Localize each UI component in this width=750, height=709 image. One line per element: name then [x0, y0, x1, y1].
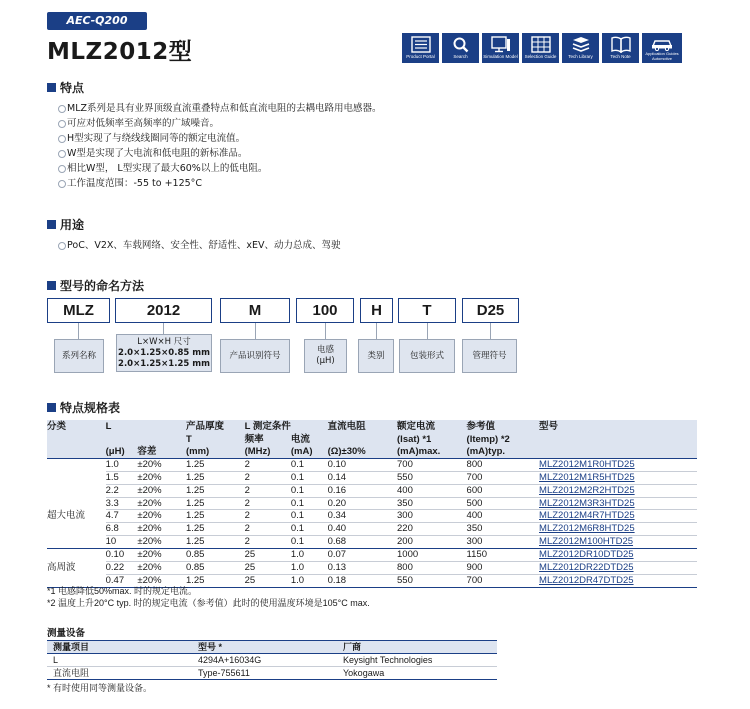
- spec-cell: 10: [106, 536, 138, 549]
- part-number-link[interactable]: MLZ2012DR10DTD25: [539, 549, 634, 561]
- section-marker-icon: [47, 403, 56, 412]
- feature-item: [58, 161, 382, 176]
- spec-row: [47, 471, 697, 484]
- simulation-model-icon: [490, 36, 512, 53]
- spec-header-row: [47, 434, 697, 446]
- spec-header-cell: L: [106, 420, 138, 434]
- selection-guide-label: Selection Guide: [524, 54, 557, 59]
- part-number-cell: [539, 536, 697, 549]
- part-code-size: 2012: [115, 298, 212, 323]
- spec-row: [47, 497, 697, 510]
- section-marker-icon: [47, 220, 56, 229]
- spec-cell: 1.25: [186, 510, 245, 523]
- part-number-cell: [539, 497, 697, 510]
- spec-header-cell: (Isat) *1: [397, 434, 467, 446]
- spec-cell: 1.25: [186, 484, 245, 497]
- spec-cell: 1.0: [291, 574, 328, 587]
- spec-cell: 700: [397, 458, 467, 471]
- spec-cell: 6.8: [106, 523, 138, 536]
- spec-row: [47, 510, 697, 523]
- spec-cell: 400: [467, 510, 539, 523]
- spec-cell: 0.14: [328, 471, 397, 484]
- spec-cell: 0.22: [106, 562, 138, 575]
- spec-cell: 1.25: [186, 497, 245, 510]
- features-heading-text: 特点: [60, 81, 85, 95]
- part-number-link[interactable]: MLZ2012M100HTD25: [539, 536, 634, 548]
- spec-cell: 0.1: [291, 484, 328, 497]
- spec-cell: 400: [397, 484, 467, 497]
- applications-heading: [47, 216, 84, 233]
- spec-heading: [47, 399, 120, 416]
- page-title: MLZ2012型: [47, 39, 193, 65]
- tech-note-label: Tech Note: [610, 54, 631, 59]
- label-inductance: [304, 339, 347, 373]
- measurement-cell: 直流电阻: [47, 667, 192, 680]
- spec-header-cell: (Itemp) *2: [467, 434, 539, 446]
- label-text: 2.0×1.25×0.85 mm: [118, 347, 210, 358]
- spec-cell: 2: [245, 536, 291, 549]
- spec-cell: ±20%: [137, 562, 186, 575]
- spec-header-cell: 额定电流: [397, 420, 467, 434]
- spec-cell: 900: [467, 562, 539, 575]
- spec-header-cell: 频率: [245, 434, 291, 446]
- applications-list: [58, 238, 341, 253]
- tech-library-button[interactable]: [562, 33, 599, 63]
- spec-cell: 0.1: [291, 510, 328, 523]
- spec-cell: 350: [467, 523, 539, 536]
- part-number-cell: [539, 471, 697, 484]
- spec-cell: ±20%: [137, 471, 186, 484]
- spec-header-cell: 电流: [291, 434, 328, 446]
- spec-cell: 1.25: [186, 458, 245, 471]
- category-cell: [47, 549, 106, 562]
- spec-cell: 1.25: [186, 574, 245, 587]
- category-cell: [47, 484, 106, 497]
- part-number-link[interactable]: MLZ2012M3R3HTD25: [539, 497, 635, 509]
- simulation-model-label: Simulation Model: [483, 54, 518, 59]
- spec-cell: ±20%: [137, 523, 186, 536]
- feature-item: [58, 131, 382, 146]
- spec-cell: 2: [245, 510, 291, 523]
- connector-line: [376, 323, 377, 339]
- spec-cell: 0.10: [106, 549, 138, 562]
- spec-cell: 1.0: [291, 549, 328, 562]
- part-number-link[interactable]: MLZ2012M1R0HTD25: [539, 458, 635, 470]
- spec-cell: 600: [467, 484, 539, 497]
- spec-header-cell: 容差: [137, 446, 186, 458]
- spec-row: [47, 536, 697, 549]
- application-text: PoC、V2X、车载网络、安全性、舒适性、xEV、动力总成、驾驶: [67, 240, 341, 251]
- connector-line: [78, 323, 79, 339]
- spec-cell: 350: [397, 497, 467, 510]
- part-code-id: M: [220, 298, 290, 323]
- spec-header-cell: 产品厚度: [186, 420, 245, 434]
- spec-cell: 0.34: [328, 510, 397, 523]
- spec-note: *1 电感降低50%max. 时的规定电流。: [47, 586, 198, 596]
- feature-item: [58, 146, 382, 161]
- part-number-link[interactable]: MLZ2012M4R7HTD25: [539, 510, 635, 522]
- spec-cell: 0.10: [328, 458, 397, 471]
- spec-table-body: [47, 420, 697, 587]
- spec-header-cell: [137, 420, 186, 434]
- measurement-header-cell: 厂商: [337, 641, 497, 654]
- label-size: [116, 334, 212, 372]
- feature-text: 相比W型， L型实现了最大60%以上的低电阻。: [67, 163, 268, 174]
- spec-cell: 2: [245, 484, 291, 497]
- measurement-cell: L: [47, 654, 192, 667]
- measurement-cell: Yokogawa: [337, 667, 497, 680]
- spec-cell: 0.20: [328, 497, 397, 510]
- part-code-control: D25: [462, 298, 519, 323]
- search-button[interactable]: [442, 33, 479, 63]
- category-cell: [47, 536, 106, 549]
- spec-cell: ±20%: [137, 549, 186, 562]
- spec-heading-text: 特点规格表: [60, 401, 121, 415]
- connector-line: [255, 323, 256, 339]
- measurement-header-cell: 测量项目: [47, 641, 192, 654]
- spec-header-cell: [291, 420, 328, 434]
- spec-cell: ±20%: [137, 536, 186, 549]
- spec-header-cell: 直流电阻: [328, 420, 397, 434]
- spec-header-cell: 分类: [47, 420, 106, 434]
- label-text: 产品识别符号: [229, 350, 281, 361]
- bullet-circle-icon: [58, 105, 66, 113]
- measurement-row: [47, 667, 497, 680]
- spec-cell: 1.0: [106, 458, 138, 471]
- feature-text: W型是实现了大电流和低电阻的新标准品。: [67, 148, 248, 159]
- label-text: 电感: [316, 345, 334, 355]
- connector-line: [427, 323, 428, 339]
- feature-item: [58, 176, 382, 191]
- spec-header-cell: [47, 446, 106, 458]
- spec-cell: 0.1: [291, 458, 328, 471]
- part-code-inductance: 100: [296, 298, 354, 323]
- spec-cell: 0.68: [328, 536, 397, 549]
- category-cell: [47, 471, 106, 484]
- spec-cell: 4.7: [106, 510, 138, 523]
- spec-cell: 2: [245, 523, 291, 536]
- spec-row: [47, 458, 697, 471]
- spec-header-cell: (μH): [106, 446, 138, 458]
- features-heading: [47, 79, 84, 96]
- automotive-icon: [650, 36, 674, 51]
- spec-cell: 1.25: [186, 471, 245, 484]
- tech-library-label: Tech Library: [568, 54, 593, 59]
- product-portal-icon: [410, 36, 432, 53]
- spec-cell: 1150: [467, 549, 539, 562]
- section-marker-icon: [47, 281, 56, 290]
- spec-header-row: [47, 420, 697, 434]
- measurement-header-cell: 型号 *: [192, 641, 337, 654]
- spec-cell: 700: [467, 471, 539, 484]
- label-series: [54, 339, 104, 373]
- bullet-circle-icon: [58, 165, 66, 173]
- measurement-note: * 有时使用同等测量设备。: [47, 683, 153, 693]
- search-label: Search: [453, 54, 468, 59]
- spec-cell: 300: [397, 510, 467, 523]
- spec-header-cell: (mA): [291, 446, 328, 458]
- label-text: 包装形式: [409, 350, 444, 361]
- spec-header-cell: (Ω)±30%: [328, 446, 397, 458]
- spec-cell: 25: [245, 574, 291, 587]
- spec-header-row: [47, 446, 697, 458]
- category-cell: [47, 458, 106, 471]
- part-number-link[interactable]: MLZ2012DR22DTD25: [539, 562, 634, 574]
- spec-cell: 3.3: [106, 497, 138, 510]
- bullet-circle-icon: [58, 135, 66, 143]
- spec-header-cell: 参考值: [467, 420, 539, 434]
- category-cell: [47, 497, 106, 510]
- features-list: [58, 101, 382, 191]
- spec-header-cell: L 测定条件: [244, 421, 291, 432]
- spec-notes: [47, 585, 370, 609]
- label-text: 管理符号: [472, 350, 507, 361]
- part-code-series: MLZ: [47, 298, 110, 323]
- naming-heading: [47, 277, 144, 294]
- spec-header-cell: (MHz): [245, 446, 291, 458]
- measurement-header-row: [47, 641, 497, 654]
- spec-cell: 800: [467, 458, 539, 471]
- spec-cell: 0.16: [328, 484, 397, 497]
- spec-cell: 0.1: [291, 536, 328, 549]
- spec-cell: 700: [467, 574, 539, 587]
- label-text: (μH): [316, 356, 335, 366]
- part-number-cell: [539, 574, 697, 587]
- part-number-link[interactable]: MLZ2012DR47DTD25: [539, 574, 634, 586]
- feature-item: [58, 101, 382, 116]
- label-text: L×W×H 尺寸: [137, 336, 191, 347]
- spec-cell: 1000: [397, 549, 467, 562]
- spec-cell: 25: [245, 549, 291, 562]
- spec-cell: 1.25: [186, 536, 245, 549]
- feature-text: H型实现了与绕线线圈同等的额定电流值。: [67, 133, 246, 144]
- part-code-packaging: T: [398, 298, 456, 323]
- feature-text: 可应对低频率至高频率的广域噪音。: [67, 118, 220, 129]
- part-number-link[interactable]: MLZ2012M1R5HTD25: [539, 471, 635, 483]
- spec-table: [47, 420, 697, 588]
- spec-cell: ±20%: [137, 497, 186, 510]
- spec-header-cell: [106, 434, 138, 446]
- spec-cell: 0.13: [328, 562, 397, 575]
- feature-text: MLZ系列是具有业界顶级直流重叠特点和低直流电阻的去耦电路用电感器。: [67, 103, 382, 114]
- spec-cell: ±20%: [137, 484, 186, 497]
- measurement-table: [47, 640, 497, 680]
- spec-cell: ±20%: [137, 574, 186, 587]
- bullet-circle-icon: [58, 120, 66, 128]
- part-number-link[interactable]: MLZ2012M6R8HTD25: [539, 523, 635, 535]
- spec-cell: 200: [397, 536, 467, 549]
- category-cell: 高周波: [47, 562, 76, 574]
- measurement-cell: Keysight Technologies: [337, 654, 497, 667]
- spec-header-cell: [328, 434, 397, 446]
- spec-cell: 1.0: [291, 562, 328, 575]
- tech-note-icon: [610, 36, 632, 53]
- part-number-cell: [539, 523, 697, 536]
- part-number-cell: [539, 562, 697, 575]
- spec-header-cell: [47, 434, 106, 446]
- selection-guide-icon: [530, 36, 552, 53]
- search-icon: [450, 36, 472, 53]
- section-marker-icon: [47, 83, 56, 92]
- spec-cell: 550: [397, 471, 467, 484]
- measurement-title: 测量设备: [47, 628, 86, 639]
- part-number-link[interactable]: MLZ2012M2R2HTD25: [539, 484, 635, 496]
- spec-cell: 0.1: [291, 497, 328, 510]
- spec-header-cell: [539, 434, 697, 446]
- spec-header-cell: (mA)max.: [397, 446, 467, 458]
- label-text: 系列名称: [61, 350, 96, 361]
- category-cell: 超大电流: [47, 510, 86, 522]
- connector-line: [163, 323, 164, 334]
- icon-toolbar: [402, 33, 682, 63]
- automotive-guide-button[interactable]: [642, 33, 682, 63]
- spec-cell: 1.5: [106, 471, 138, 484]
- spec-cell: ±20%: [137, 510, 186, 523]
- spec-cell: ±20%: [137, 458, 186, 471]
- spec-cell: 0.1: [291, 523, 328, 536]
- spec-header-cell: [539, 446, 697, 458]
- spec-cell: 2.2: [106, 484, 138, 497]
- spec-row: [47, 549, 697, 562]
- measurement-cell: Type-755611: [192, 667, 337, 680]
- spec-cell: 800: [397, 562, 467, 575]
- measurement-cell: 4294A+16034G: [192, 654, 337, 667]
- label-packaging: [399, 339, 455, 373]
- spec-cell: 0.85: [186, 562, 245, 575]
- spec-cell: 220: [397, 523, 467, 536]
- naming-heading-text: 型号的命名方法: [60, 279, 145, 293]
- part-number-cell: [539, 510, 697, 523]
- spec-cell: 0.40: [328, 523, 397, 536]
- label-text: 类别: [367, 350, 385, 361]
- spec-header-cell: (mA)typ.: [467, 446, 539, 458]
- spec-cell: 1.25: [186, 523, 245, 536]
- label-category: [358, 339, 394, 373]
- measurement-row: [47, 654, 497, 667]
- product-portal-label: Product Portal: [406, 54, 435, 59]
- spec-cell: 2: [245, 458, 291, 471]
- selection-guide-button[interactable]: [522, 33, 559, 63]
- label-control: [462, 339, 517, 373]
- application-item: [58, 238, 341, 253]
- spec-cell: 25: [245, 562, 291, 575]
- spec-cell: 500: [467, 497, 539, 510]
- automotive-label: Application Guides Automotive: [645, 51, 679, 61]
- feature-item: [58, 116, 382, 131]
- part-number-cell: [539, 458, 697, 471]
- label-product-id: [220, 339, 290, 373]
- simulation-model-button[interactable]: [482, 33, 519, 63]
- spec-cell: 0.85: [186, 549, 245, 562]
- spec-header-cell: (mm): [186, 446, 245, 458]
- part-number-cell: [539, 484, 697, 497]
- connector-line: [490, 323, 491, 339]
- product-portal-button[interactable]: [402, 33, 439, 63]
- applications-heading-text: 用途: [60, 218, 85, 232]
- spec-header-cell: 型号: [539, 420, 697, 434]
- feature-text: 工作温度范围：-55 to +125°C: [67, 178, 203, 189]
- spec-cell: 550: [397, 574, 467, 587]
- spec-cell: 2: [245, 497, 291, 510]
- aec-q200-badge: AEC-Q200: [47, 12, 147, 30]
- spec-note: *2 温度上升20°C typ. 时的规定电流（参考值）此时的使用温度环境是105°C max.: [47, 598, 370, 608]
- tech-library-icon: [570, 36, 592, 53]
- spec-cell: 300: [467, 536, 539, 549]
- spec-cell: 0.07: [328, 549, 397, 562]
- spec-cell: 0.1: [291, 471, 328, 484]
- spec-cell: 2: [245, 471, 291, 484]
- bullet-circle-icon: [58, 242, 66, 250]
- bullet-circle-icon: [58, 180, 66, 188]
- label-text: 2.0×1.25×1.25 mm: [118, 358, 210, 369]
- bullet-circle-icon: [58, 150, 66, 158]
- part-code-category: H: [360, 298, 393, 323]
- connector-line: [325, 323, 326, 339]
- spec-row: [47, 484, 697, 497]
- category-cell: [47, 523, 106, 536]
- spec-header-cell: T: [186, 434, 245, 446]
- spec-row: [47, 562, 697, 575]
- tech-note-button[interactable]: [602, 33, 639, 63]
- spec-header-cell: [137, 434, 186, 446]
- spec-cell: 0.47: [106, 574, 138, 587]
- spec-row: [47, 523, 697, 536]
- spec-cell: 0.18: [328, 574, 397, 587]
- part-number-cell: [539, 549, 697, 562]
